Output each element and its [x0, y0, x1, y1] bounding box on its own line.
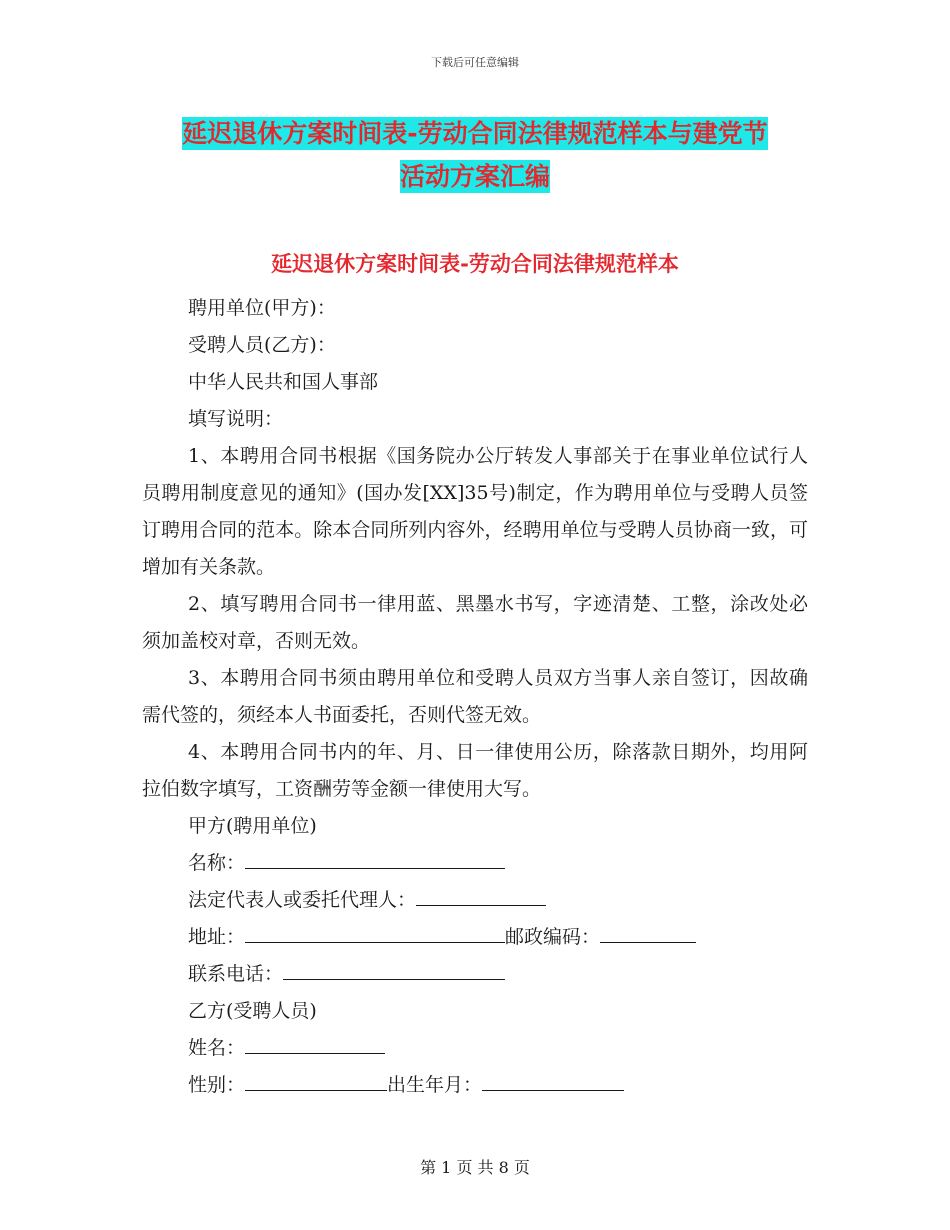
postcode-blank-field[interactable]: [600, 920, 696, 943]
gender-birth-row: [142, 1067, 808, 1104]
legal-rep-label: 法定代表人或委托代理人：: [188, 889, 417, 911]
address-label: 地址：: [188, 926, 246, 948]
phone-row: [142, 956, 808, 993]
section-subtitle: 延迟退休方案时间表-劳动合同法律规范样本: [271, 252, 679, 276]
birth-blank-field[interactable]: [482, 1068, 624, 1091]
page-number-footer: 第 1 页 共 8 页: [420, 1158, 530, 1177]
gender-blank-field[interactable]: [245, 1068, 387, 1091]
party-a-heading: 甲方(聘用单位): [188, 815, 317, 837]
legal-rep-blank-field[interactable]: [416, 883, 546, 906]
employee-label: 受聘人员(乙方)：: [188, 334, 336, 356]
instruction-paragraph-3: 3、本聘用合同书须由聘用单位和受聘人员双方当事人亲自签订，因故确需代签的，须经本人书面委托，否则代签无效。: [142, 667, 808, 726]
person-name-blank-field[interactable]: [245, 1031, 385, 1054]
person-name-label: 姓名：: [188, 1037, 246, 1059]
name-blank-field[interactable]: [245, 846, 505, 869]
document-body: [142, 290, 808, 1104]
address-blank-field[interactable]: [245, 920, 505, 943]
employer-label: 聘用单位(甲方)：: [188, 297, 336, 319]
page-header-note: 下载后可任意编辑: [431, 56, 519, 69]
phone-blank-field[interactable]: [283, 957, 505, 980]
gender-label: 性别：: [188, 1074, 246, 1096]
issuer-text: 中华人民共和国人事部: [188, 371, 379, 393]
birth-label: 出生年月：: [387, 1074, 483, 1096]
name-label: 名称：: [188, 852, 246, 874]
person-name-row: [142, 1030, 808, 1067]
instruction-paragraph-1: 1、本聘用合同书根据《国务院办公厅转发人事部关于在事业单位试行人员聘用制度意见的通知》(国办发[XX]35号)制定，作为聘用单位与受聘人员签订聘用合同的范本。除本合同所列内容外，经聘用单位与受聘人员协商一致，可增加有关条款。: [142, 445, 808, 578]
instruction-paragraph-4: 4、本聘用合同书内的年、月、日一律使用公历，除落款日期外，均用阿拉伯数字填写，工资酬劳等金额一律使用大写。: [142, 741, 808, 800]
postcode-label: 邮政编码：: [505, 926, 601, 948]
document-title-line-1: 延迟退休方案时间表-劳动合同法律规范样本与建党节: [182, 119, 768, 148]
document-title-line-2: 活动方案汇编: [399, 162, 550, 191]
party-b-heading: 乙方(受聘人员): [188, 1000, 317, 1022]
instructions-heading: 填写说明：: [188, 408, 284, 430]
legal-rep-row: [142, 882, 808, 919]
document-title: [0, 112, 950, 198]
instruction-paragraph-2: 2、填写聘用合同书一律用蓝、黑墨水书写，字迹清楚、工整，涂改处必须加盖校对章，否则无效。: [142, 593, 808, 652]
phone-label: 联系电话：: [188, 963, 284, 985]
address-row: [142, 919, 808, 956]
name-row: [142, 845, 808, 882]
